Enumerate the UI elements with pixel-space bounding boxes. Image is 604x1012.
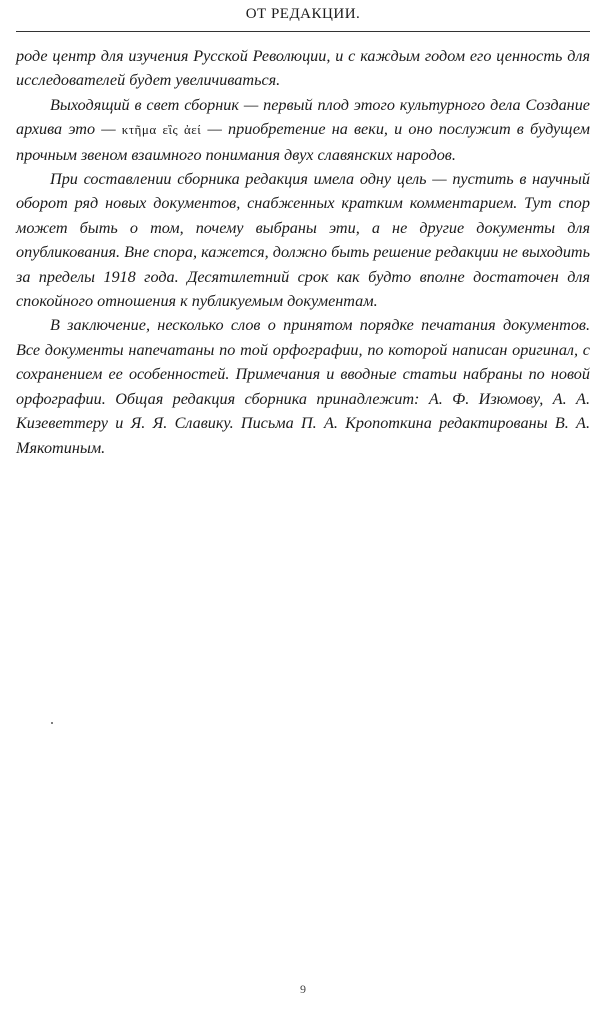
body-text [16, 44, 590, 460]
print-speck [51, 722, 53, 724]
running-head: ОТ РЕДАКЦИИ. [245, 6, 361, 22]
page-number: 9 [300, 982, 306, 996]
paragraph-continuation: роде центр для изучения Русской Революции, и с каждым годом его ценность для исследователей будет увеличиваться. [16, 47, 590, 90]
paragraph-conclusion: В заключение, несколько слов о принятом порядке печатания документов. Все документы напечатаны по той орфографии, по которой написан оригинал, с сохранением ее особенностей. Примечания и вводные статьи набраны по новой орфографии. Общая редакция сборника принадлежит: А. Ф. Изюмову, А. А. Кизеветтеру и Я. Я. Славику. Письма П. А. Кропоткина редактированы В. А. Мякотиным. [16, 316, 590, 457]
greek-quotation: κτῆμα εἲς ἀεί [121, 122, 202, 138]
header-rule [16, 31, 590, 32]
paragraph-text-before-greek: Выходящий в свет сборник — первый плод этого культурного дела Создание архива это — [16, 95, 590, 139]
book-page [16, 0, 590, 1012]
paragraph-editorial-goal: При составлении сборника редакция имела одну цель — пустить в научный оборот ряд новых документов, снабженных кратким комментарием. Тут спор может быть о том, почему выбраны эти, а не другие документы для опубликования. Вне спора, кажется, должно быть решение редакции не выходить за пределы 1918 года. Десятилетний срок как будто вполне достаточен для спокойного отношения к публикуемым документам. [16, 170, 590, 311]
paragraph-text-after-greek: — приобретение на веки, и оно послужит в будущем прочным звеном взаимного понимания двух славянских народов. [16, 120, 590, 164]
paragraph-collection-intro [16, 93, 590, 167]
